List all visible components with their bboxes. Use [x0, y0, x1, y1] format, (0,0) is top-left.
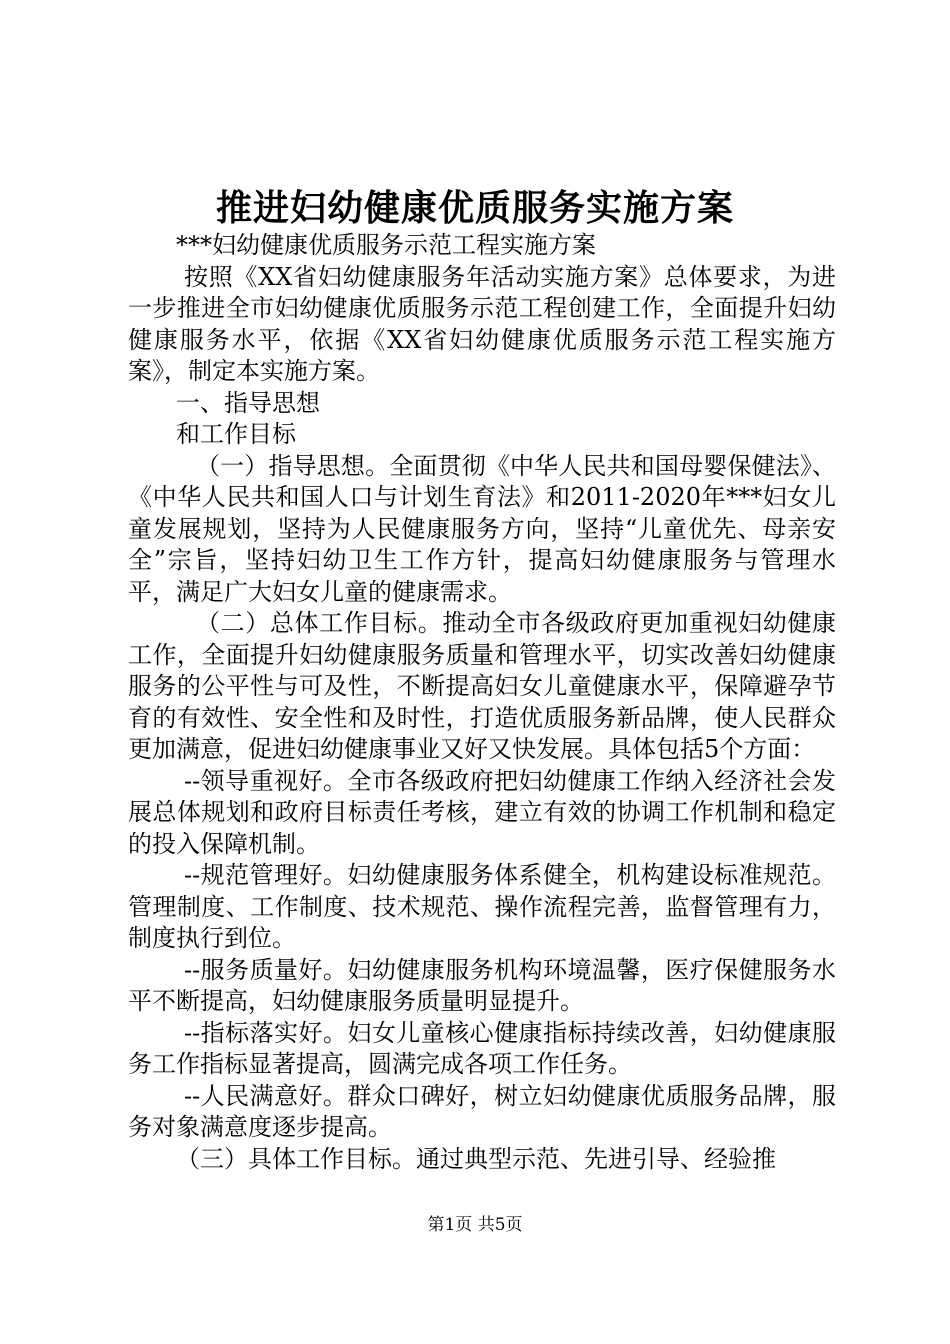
goal-item-leadership: --领导重视好。全市各级政府把妇幼健康工作纳入经济社会发展总体规划和政府目标责任考核，建立有效的协调工作机制和稳定的投入保障机制。	[128, 766, 836, 858]
overall-goal-paragraph: （二）总体工作目标。推动全市各级政府更加重视妇幼健康工作，全面提升妇幼健康服务质量和管理水平，切实改善妇幼健康服务的公平性与可及性，不断提高妇女儿童健康水平，保障避孕节育的有效性、安全性和及时性，打造优质服务新品牌，使人民群众更加满意，促进妇幼健康事业又好又快发展。具体包括5个方面：	[128, 609, 836, 763]
goal-item-quality: --服务质量好。妇幼健康服务机构环境温馨，医疗保健服务水平不断提高，妇幼健康服务质量明显提升。	[128, 955, 836, 1015]
page-indicator: 第1页 共5页	[427, 1215, 523, 1235]
specific-goal-paragraph: （三）具体工作目标。通过典型示范、先进引导、经验推	[176, 1144, 776, 1173]
guiding-ideology-paragraph: （一）指导思想。全面贯彻《中华人民共和国母婴保健法》、《中华人民共和国人口与计划生育法》和2011-2020年***妇女儿童发展规划，坚持为人民健康服务方向，坚持“儿童优先、母亲安全”宗旨，坚持妇幼卫生工作方针，提高妇幼健康服务与管理水平，满足广大妇女儿童的健康需求。	[128, 451, 836, 606]
goal-item-indicators: --指标落实好。妇女儿童核心健康指标持续改善，妇幼健康服务工作指标显著提高，圆满完成各项工作任务。	[128, 1018, 836, 1078]
subtitle-paragraph: ***妇幼健康优质服务示范工程实施方案	[176, 231, 596, 259]
intro-paragraph: 按照《XX省妇幼健康服务年活动实施方案》总体要求，为进一步推进全市妇幼健康优质服务示范工程创建工作，全面提升妇幼健康服务水平，依据《XX省妇幼健康优质服务示范工程实施方案》，制定本实施方案。	[128, 262, 836, 385]
goal-item-management: --规范管理好。妇幼健康服务体系健全，机构建设标准规范。管理制度、工作制度、技术规范、操作流程完善，监督管理有力，制度执行到位。	[128, 861, 836, 952]
document-title: 推进妇幼健康优质服务实施方案	[215, 187, 734, 229]
section-heading-1-cont: 和工作目标	[176, 420, 296, 448]
goal-item-satisfaction: --人民满意好。群众口碑好，树立妇幼健康优质服务品牌，服务对象满意度逐步提高。	[128, 1081, 836, 1141]
section-heading-1: 一、指导思想	[176, 388, 320, 417]
document-body	[128, 230, 836, 1175]
